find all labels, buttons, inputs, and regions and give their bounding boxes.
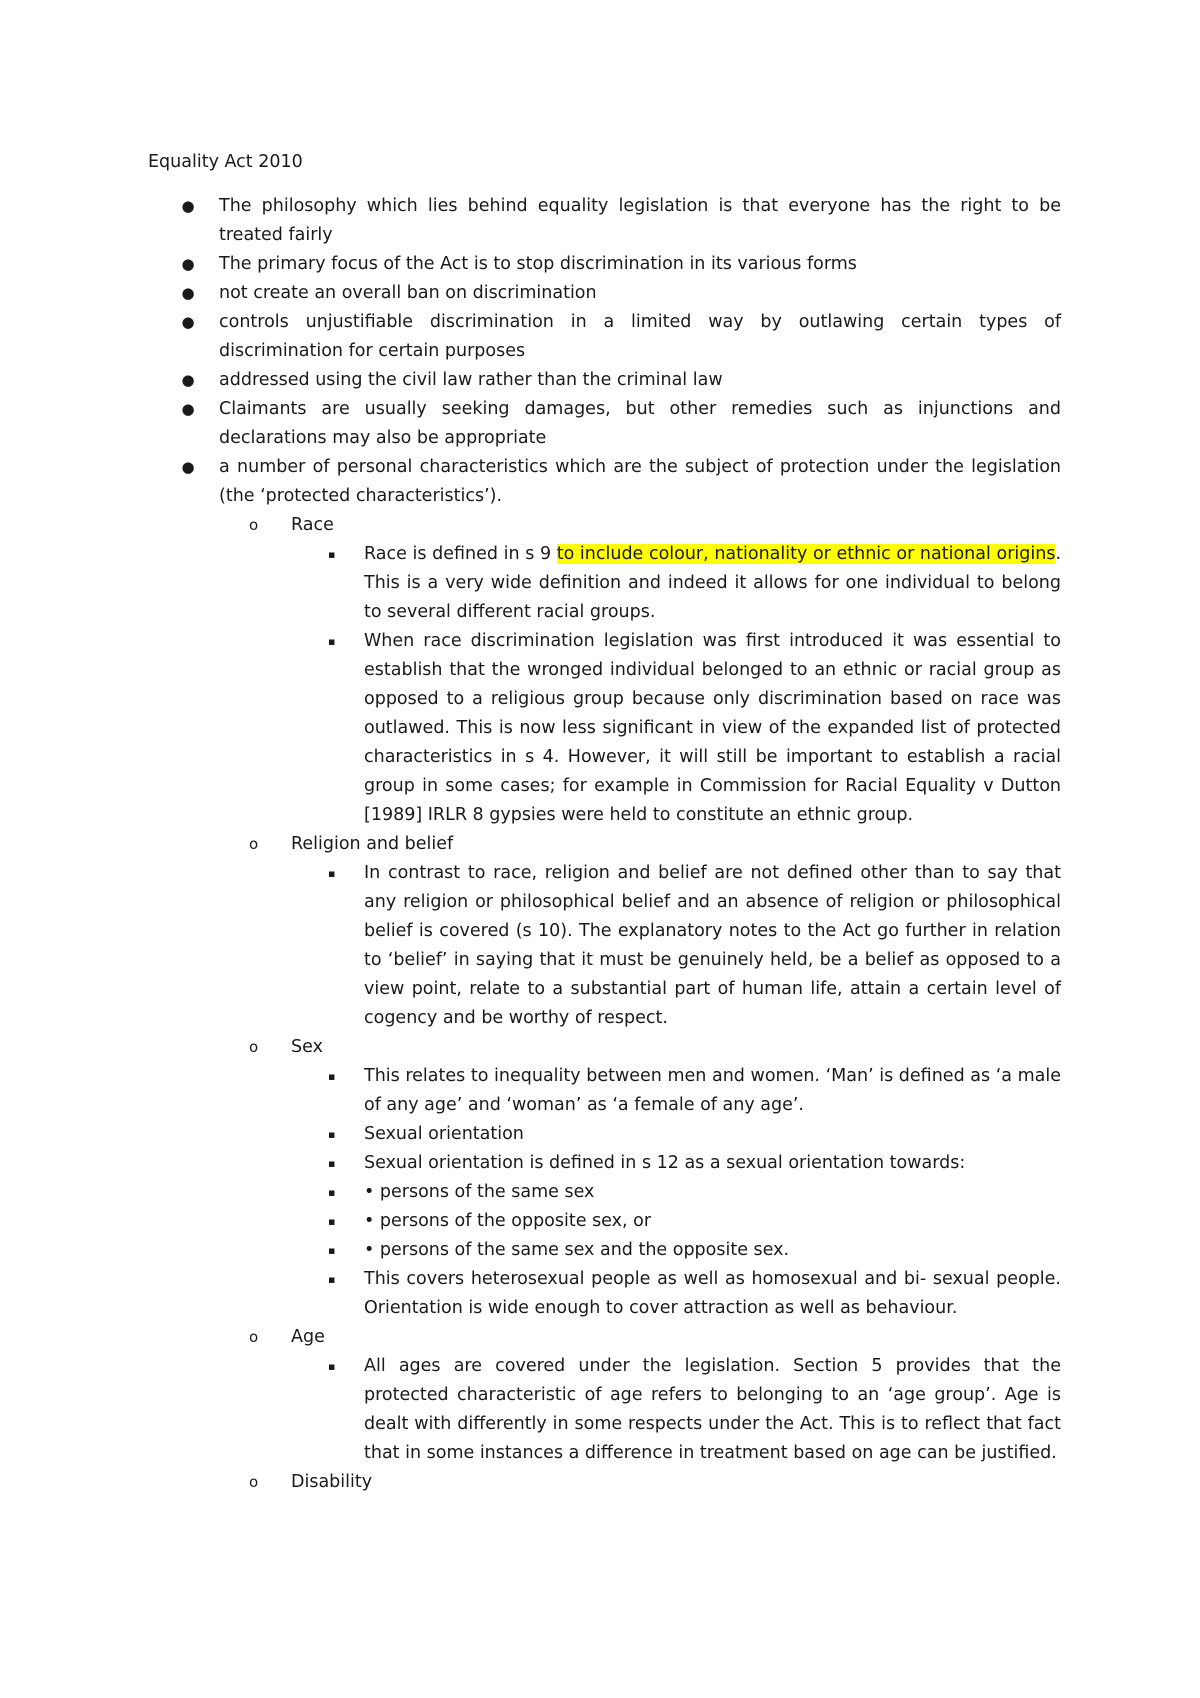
bullet-disc-icon: ●: [181, 313, 195, 331]
sex-item-text: This relates to inequality between men and women. ‘Man’ is defined as ‘a male of any age’ and ‘woman’ as ‘a female of any age’.: [364, 1066, 1061, 1115]
bullet-text: The primary focus of the Act is to stop discrimination in its various forms: [219, 254, 857, 274]
religion-details-list: [328, 859, 1061, 1033]
race-definition-continuation: . This is a very wide definition and indeed it allows for one individual to belong to several different racial groups.: [364, 544, 1062, 622]
bullet-text: a number of personal characteristics which are the subject of protection under the legislation (the ‘protected characteristics’).: [219, 457, 1061, 506]
sex-item-text: • persons of the opposite sex, or: [364, 1211, 652, 1231]
list-item: [181, 395, 1061, 453]
bullet-text: Claimants are usually seeking damages, but other remedies such as injunctions and declarations may also be appropriate: [219, 399, 1061, 448]
circle-bullet-icon: o: [249, 1473, 259, 1491]
main-bullet-list: [0, 192, 1200, 1497]
list-item: [328, 540, 1062, 627]
list-item: [328, 1062, 1061, 1120]
bullet-disc-icon: ●: [181, 371, 195, 389]
list-item: [328, 1352, 1061, 1468]
list-item: [328, 1236, 1061, 1265]
characteristic-disability: [249, 1468, 1061, 1497]
list-item: [181, 453, 1062, 1497]
list-item: [328, 1178, 1061, 1207]
list-item: [328, 1265, 1061, 1323]
list-item: [181, 279, 1061, 308]
document-title: Equality Act 2010: [148, 152, 303, 172]
square-bullet-icon: ▪: [328, 1157, 336, 1170]
bullet-text: controls unjustifiable discrimination in a limited way by outlawing certain types of discrimination for certain purposes: [219, 312, 1061, 361]
characteristic-heading: Age: [291, 1327, 325, 1347]
bullet-text: addressed using the civil law rather than the criminal law: [219, 370, 723, 390]
square-bullet-icon: ▪: [328, 1128, 336, 1141]
circle-bullet-icon: o: [249, 835, 259, 853]
bullet-text: The philosophy which lies behind equality legislation is that everyone has the right to be treated fairly: [219, 196, 1061, 245]
sex-item-text: • persons of the same sex: [364, 1182, 595, 1202]
circle-bullet-icon: o: [249, 1328, 259, 1346]
characteristic-heading: Sex: [291, 1037, 323, 1057]
characteristic-religion: [249, 830, 1061, 1033]
list-item: [181, 308, 1061, 366]
religion-text: In contrast to race, religion and belief are not defined other than to say that any religion or philosophical belief and an absence of religion or philosophical belief is covered (s 10). The explanatory notes to the Act go further in relation to ‘belief’ in saying that it must be genuinely held, be a belief as opposed to a view point, relate to a substantial part of human life, attain a certain level of cogency and be worthy of respect.: [364, 863, 1061, 1028]
list-item: [328, 1149, 1061, 1178]
square-bullet-icon: ▪: [328, 1273, 336, 1286]
characteristic-sex: [249, 1033, 1061, 1323]
square-bullet-icon: ▪: [328, 867, 336, 880]
characteristic-heading: Religion and belief: [291, 834, 454, 854]
circle-bullet-icon: o: [249, 1038, 259, 1056]
list-item: [328, 1207, 1061, 1236]
bullet-disc-icon: ●: [181, 197, 195, 215]
list-item: [181, 366, 1061, 395]
list-item: [181, 192, 1061, 250]
sex-item-text: Sexual orientation: [364, 1124, 524, 1144]
sex-item-text: Sexual orientation is defined in s 12 as a sexual orientation towards:: [364, 1153, 966, 1173]
age-details-list: [328, 1352, 1061, 1468]
square-bullet-icon: ▪: [328, 1244, 336, 1257]
circle-bullet-icon: o: [249, 516, 259, 534]
characteristic-heading: Disability: [291, 1472, 373, 1492]
list-item: [181, 250, 1061, 279]
square-bullet-icon: ▪: [328, 1360, 336, 1373]
square-bullet-icon: ▪: [328, 548, 336, 561]
sex-item-text: This covers heterosexual people as well as homosexual and bi- sexual people. Orientation is wide enough to cover attraction as well as behaviour.: [364, 1269, 1061, 1318]
characteristic-heading: Race: [291, 515, 334, 535]
bullet-disc-icon: ●: [181, 255, 195, 273]
square-bullet-icon: ▪: [328, 1186, 336, 1199]
bullet-disc-icon: ●: [181, 284, 195, 302]
list-item: [328, 1120, 1061, 1149]
list-item: [328, 627, 1061, 830]
bullet-text: not create an overall ban on discrimination: [219, 283, 597, 303]
characteristic-age: [249, 1323, 1061, 1468]
age-text: All ages are covered under the legislation. Section 5 provides that the protected characteristic of age refers to belonging to an ‘age group’. Age is dealt with differently in some respects under the Act. This is to reflect that fact that in some instances a difference in treatment based on age can be justified.: [364, 1356, 1061, 1463]
characteristic-race: [249, 511, 1062, 830]
race-history-text: When race discrimination legislation was first introduced it was essential to establish that the wronged individual belonged to an ethnic or racial group as opposed to a religious group because only discrimination based on race was outlawed. This is now less significant in view of the expanded list of protected characteristics in s 4. However, it will still be important to establish a racial group in some cases; for example in Commission for Racial Equality v Dutton [1989] IRLR 8 gypsies were held to constitute an ethnic group.: [364, 631, 1061, 825]
list-item: [328, 859, 1061, 1033]
bullet-disc-icon: ●: [181, 400, 195, 418]
highlighted-text: to include colour, nationality or ethnic or national origins: [556, 544, 1056, 564]
bullet-disc-icon: ●: [181, 458, 195, 476]
race-definition-text: Race is defined in s 9: [364, 544, 557, 564]
square-bullet-icon: ▪: [328, 1215, 336, 1228]
protected-characteristics-list: [249, 511, 1062, 1497]
sex-item-text: • persons of the same sex and the opposite sex.: [364, 1240, 790, 1260]
square-bullet-icon: ▪: [328, 635, 336, 648]
square-bullet-icon: ▪: [328, 1070, 336, 1083]
race-details-list: [328, 540, 1062, 830]
sex-details-list: [328, 1062, 1061, 1323]
